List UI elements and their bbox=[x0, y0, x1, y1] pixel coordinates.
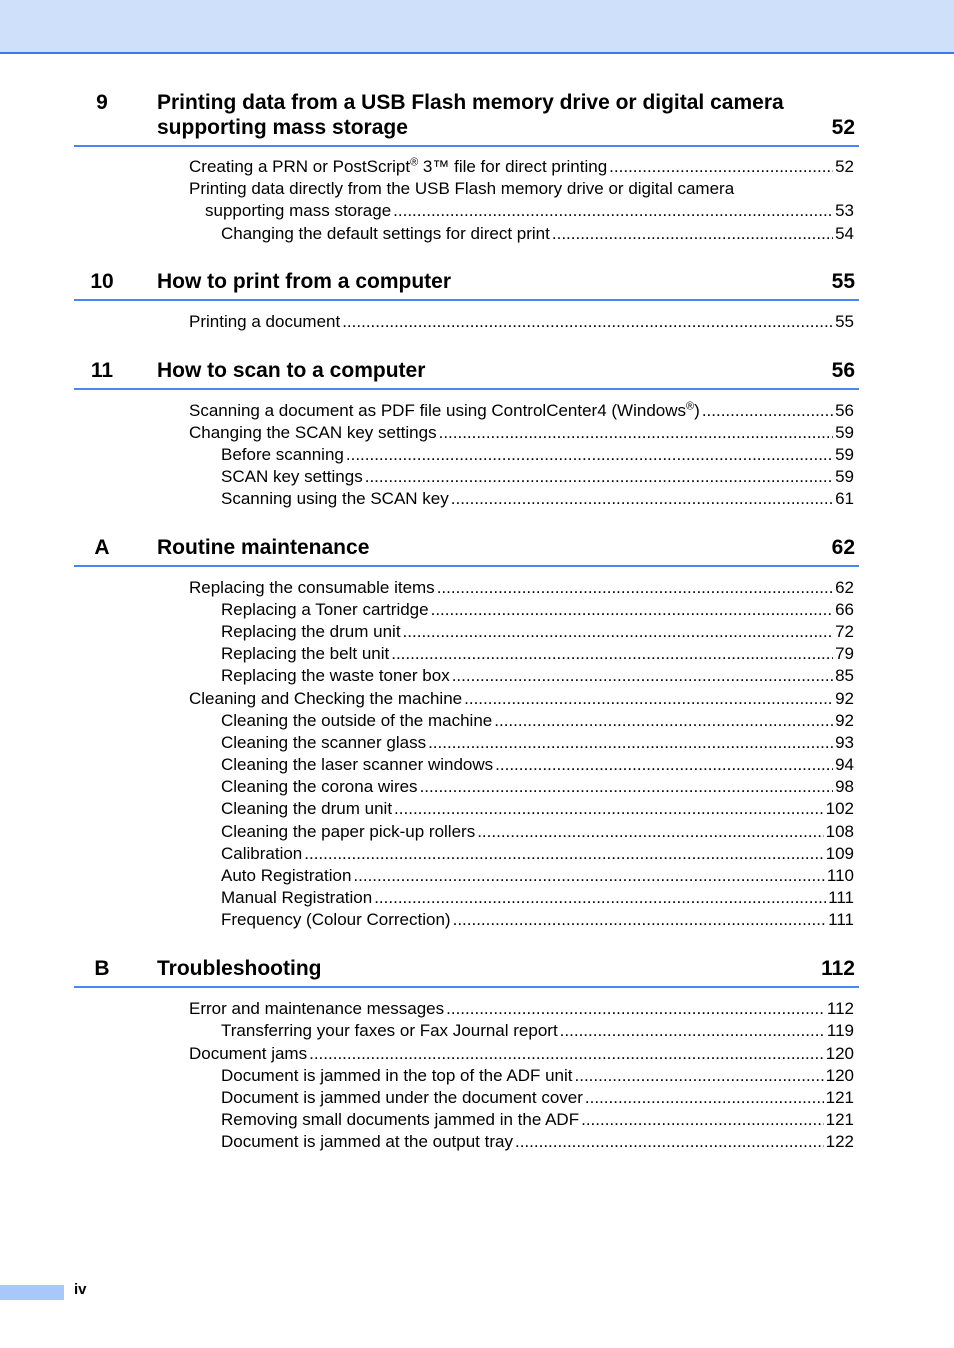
toc-entry[interactable] bbox=[221, 488, 854, 510]
dot-leader bbox=[609, 156, 833, 178]
toc-entry[interactable] bbox=[221, 754, 854, 776]
toc-entry[interactable] bbox=[221, 599, 854, 621]
entry-title: Scanning using the SCAN key bbox=[221, 489, 449, 508]
entry-page: 53 bbox=[835, 201, 854, 220]
chapter-heading-10[interactable] bbox=[74, 262, 859, 301]
dot-leader bbox=[477, 821, 823, 843]
header-band bbox=[0, 0, 954, 54]
dot-leader bbox=[393, 200, 833, 222]
toc-entry[interactable] bbox=[221, 865, 854, 887]
entry-page: 111 bbox=[828, 888, 854, 907]
chapter-number: 9 bbox=[96, 91, 108, 114]
toc-entry[interactable] bbox=[189, 400, 854, 422]
entry-page: 94 bbox=[835, 755, 854, 774]
dot-leader bbox=[304, 843, 823, 865]
chapter-page: 55 bbox=[831, 270, 855, 293]
entry-page: 120 bbox=[825, 1066, 854, 1085]
entry-title: Manual Registration bbox=[221, 888, 373, 907]
chapter-title: How to print from a computer bbox=[157, 270, 451, 293]
dot-leader bbox=[374, 887, 826, 909]
dot-leader bbox=[439, 422, 833, 444]
toc-entry[interactable] bbox=[221, 843, 854, 865]
entry-page: 55 bbox=[835, 312, 854, 331]
dot-leader bbox=[702, 400, 833, 422]
toc-entry[interactable] bbox=[221, 665, 854, 687]
toc-entry[interactable] bbox=[189, 1043, 854, 1065]
toc-entry[interactable] bbox=[221, 821, 854, 843]
entry-page: 119 bbox=[826, 1021, 854, 1040]
toc-entry[interactable] bbox=[221, 223, 854, 245]
entry-page: 112 bbox=[826, 999, 854, 1018]
entry-title: Replacing the consumable items bbox=[189, 578, 435, 597]
entry-title: Changing the default settings for direct print bbox=[221, 224, 550, 243]
dot-leader bbox=[585, 1087, 824, 1109]
dot-leader bbox=[365, 466, 833, 488]
toc-entry[interactable] bbox=[189, 311, 854, 333]
registered-mark: ® bbox=[410, 156, 419, 169]
toc-entry[interactable] bbox=[205, 200, 854, 222]
entry-title: Transferring your faxes or Fax Journal report bbox=[221, 1021, 558, 1040]
entry-page: 109 bbox=[825, 844, 854, 863]
entry-page: 108 bbox=[825, 822, 854, 841]
toc-entry[interactable] bbox=[221, 1020, 854, 1042]
chapter-page: 112 bbox=[821, 957, 855, 980]
toc-entry[interactable] bbox=[221, 1109, 854, 1131]
toc-entry[interactable] bbox=[221, 776, 854, 798]
entry-title: Document is jammed under the document cover bbox=[221, 1088, 583, 1107]
chapter-heading-b[interactable] bbox=[74, 949, 859, 988]
dot-leader bbox=[452, 665, 833, 687]
entry-page: 111 bbox=[828, 910, 854, 929]
dot-leader bbox=[575, 1065, 824, 1087]
dot-leader bbox=[515, 1131, 824, 1153]
dot-leader bbox=[453, 909, 827, 931]
entry-page: 98 bbox=[835, 777, 854, 796]
entry-page: 62 bbox=[835, 578, 854, 597]
entry-page: 122 bbox=[825, 1132, 854, 1151]
toc-entry[interactable] bbox=[221, 643, 854, 665]
entry-page: 79 bbox=[835, 644, 854, 663]
entry-title: supporting mass storage bbox=[205, 201, 392, 220]
chapter-title: How to scan to a computer bbox=[157, 359, 426, 382]
toc-entry[interactable] bbox=[221, 710, 854, 732]
entry-page: 92 bbox=[835, 689, 854, 708]
entry-page: 66 bbox=[835, 600, 854, 619]
chapter-heading-9[interactable] bbox=[74, 88, 859, 147]
chapter-number: B bbox=[94, 957, 110, 980]
entry-title: Replacing the drum unit bbox=[221, 622, 401, 641]
entry-title: Before scanning bbox=[221, 445, 344, 464]
entry-page: 121 bbox=[825, 1088, 854, 1107]
chapter-title-line2: supporting mass storage bbox=[157, 116, 408, 139]
dot-leader bbox=[446, 998, 825, 1020]
entry-title: Replacing the waste toner box bbox=[221, 666, 450, 685]
chapter-title: Troubleshooting bbox=[157, 957, 322, 980]
toc-entry[interactable] bbox=[189, 998, 854, 1020]
dot-leader bbox=[560, 1020, 825, 1042]
entry-page: 59 bbox=[835, 445, 854, 464]
dot-leader bbox=[309, 1043, 824, 1065]
dot-leader bbox=[403, 621, 834, 643]
chapter-page: 56 bbox=[831, 359, 855, 382]
entry-title-part: Scanning a document as PDF file using ControlCenter4 (Windows bbox=[189, 401, 687, 420]
dot-leader bbox=[342, 311, 833, 333]
entry-title-part: Creating a PRN or PostScript bbox=[189, 157, 411, 176]
entry-title: Cleaning the laser scanner windows bbox=[221, 755, 494, 774]
dot-leader bbox=[552, 223, 833, 245]
toc-entry[interactable] bbox=[189, 422, 854, 444]
entry-page: 52 bbox=[835, 157, 854, 176]
entry-page: 54 bbox=[835, 224, 854, 243]
entry-page: 120 bbox=[825, 1044, 854, 1063]
entry-title: SCAN key settings bbox=[221, 467, 363, 486]
entry-title: Document is jammed at the output tray bbox=[221, 1132, 513, 1151]
toc-entry[interactable] bbox=[221, 798, 854, 820]
dot-leader bbox=[464, 688, 833, 710]
entry-page: 59 bbox=[835, 467, 854, 486]
chapter-title-line1: Printing data from a USB Flash memory drive or digital camera bbox=[157, 91, 784, 114]
dot-leader bbox=[451, 488, 833, 510]
registered-mark: ® bbox=[686, 400, 695, 413]
toc-entry[interactable] bbox=[189, 156, 854, 178]
dot-leader bbox=[353, 865, 824, 887]
entry-title: Changing the SCAN key settings bbox=[189, 423, 437, 442]
entry-page: 59 bbox=[835, 423, 854, 442]
toc-entry[interactable] bbox=[189, 688, 854, 710]
entry-title: Cleaning the drum unit bbox=[221, 799, 393, 818]
entry-page: 110 bbox=[826, 866, 854, 885]
chapter-page: 52 bbox=[831, 116, 855, 139]
dot-leader bbox=[581, 1109, 824, 1131]
entry-title: Document jams bbox=[189, 1044, 308, 1063]
toc-entry[interactable] bbox=[221, 466, 854, 488]
chapter-page: 62 bbox=[831, 536, 855, 559]
toc-entry[interactable] bbox=[221, 909, 854, 931]
dot-leader bbox=[495, 754, 833, 776]
entry-title: Error and maintenance messages bbox=[189, 999, 445, 1018]
chapter-heading-a[interactable] bbox=[74, 528, 859, 567]
entry-title-part: ) bbox=[694, 401, 700, 420]
toc-entry[interactable] bbox=[221, 444, 854, 466]
chapter-number: 11 bbox=[90, 359, 114, 382]
entry-title: Replacing the belt unit bbox=[221, 644, 390, 663]
toc-entry[interactable] bbox=[221, 1131, 854, 1153]
entry-title: Calibration bbox=[221, 844, 303, 863]
chapter-number: A bbox=[94, 536, 110, 559]
toc-entry[interactable] bbox=[221, 887, 854, 909]
entry-title: Cleaning and Checking the machine bbox=[189, 689, 463, 708]
entry-page: 85 bbox=[835, 666, 854, 685]
entry-title-part: 3™ file for direct printing bbox=[418, 157, 608, 176]
entry-page: 72 bbox=[835, 622, 854, 641]
entry-title: Frequency (Colour Correction) bbox=[221, 910, 451, 929]
entry-title: Cleaning the outside of the machine bbox=[221, 711, 493, 730]
entry-page: 92 bbox=[835, 711, 854, 730]
entry-page: 121 bbox=[825, 1110, 854, 1129]
entry-page: 102 bbox=[825, 799, 854, 818]
chapter-number: 10 bbox=[90, 270, 114, 293]
toc-entry[interactable] bbox=[221, 1087, 854, 1109]
entry-title: Removing small documents jammed in the ADF bbox=[221, 1110, 580, 1129]
dot-leader bbox=[431, 599, 833, 621]
entry-title: Document is jammed in the top of the ADF unit bbox=[221, 1066, 573, 1085]
chapter-heading-11[interactable] bbox=[74, 351, 859, 390]
page-number: iv bbox=[74, 1281, 87, 1298]
dot-leader bbox=[494, 710, 833, 732]
toc-entry[interactable] bbox=[189, 577, 854, 599]
entry-page: 61 bbox=[835, 489, 854, 508]
dot-leader bbox=[420, 776, 834, 798]
dot-leader bbox=[394, 798, 824, 820]
entry-title: Replacing a Toner cartridge bbox=[221, 600, 429, 619]
toc-entry[interactable] bbox=[221, 621, 854, 643]
dot-leader bbox=[428, 732, 833, 754]
entry-title: Printing a document bbox=[189, 312, 341, 331]
entry-title: Cleaning the scanner glass bbox=[221, 733, 427, 752]
dot-leader bbox=[437, 577, 833, 599]
entry-title: Auto Registration bbox=[221, 866, 352, 885]
entry-title: Cleaning the corona wires bbox=[221, 777, 418, 796]
toc-entry-wrapped[interactable]: Printing data directly from the USB Flash memory drive or digital camera bbox=[189, 179, 735, 198]
toc-entry[interactable] bbox=[221, 1065, 854, 1087]
dot-leader bbox=[391, 643, 833, 665]
toc-entry[interactable] bbox=[221, 732, 854, 754]
dot-leader bbox=[346, 444, 833, 466]
entry-page: 56 bbox=[835, 401, 854, 420]
footer-band bbox=[0, 1285, 64, 1300]
chapter-title: Routine maintenance bbox=[157, 536, 370, 559]
entry-title: Cleaning the paper pick-up rollers bbox=[221, 822, 476, 841]
entry-page: 93 bbox=[835, 733, 854, 752]
